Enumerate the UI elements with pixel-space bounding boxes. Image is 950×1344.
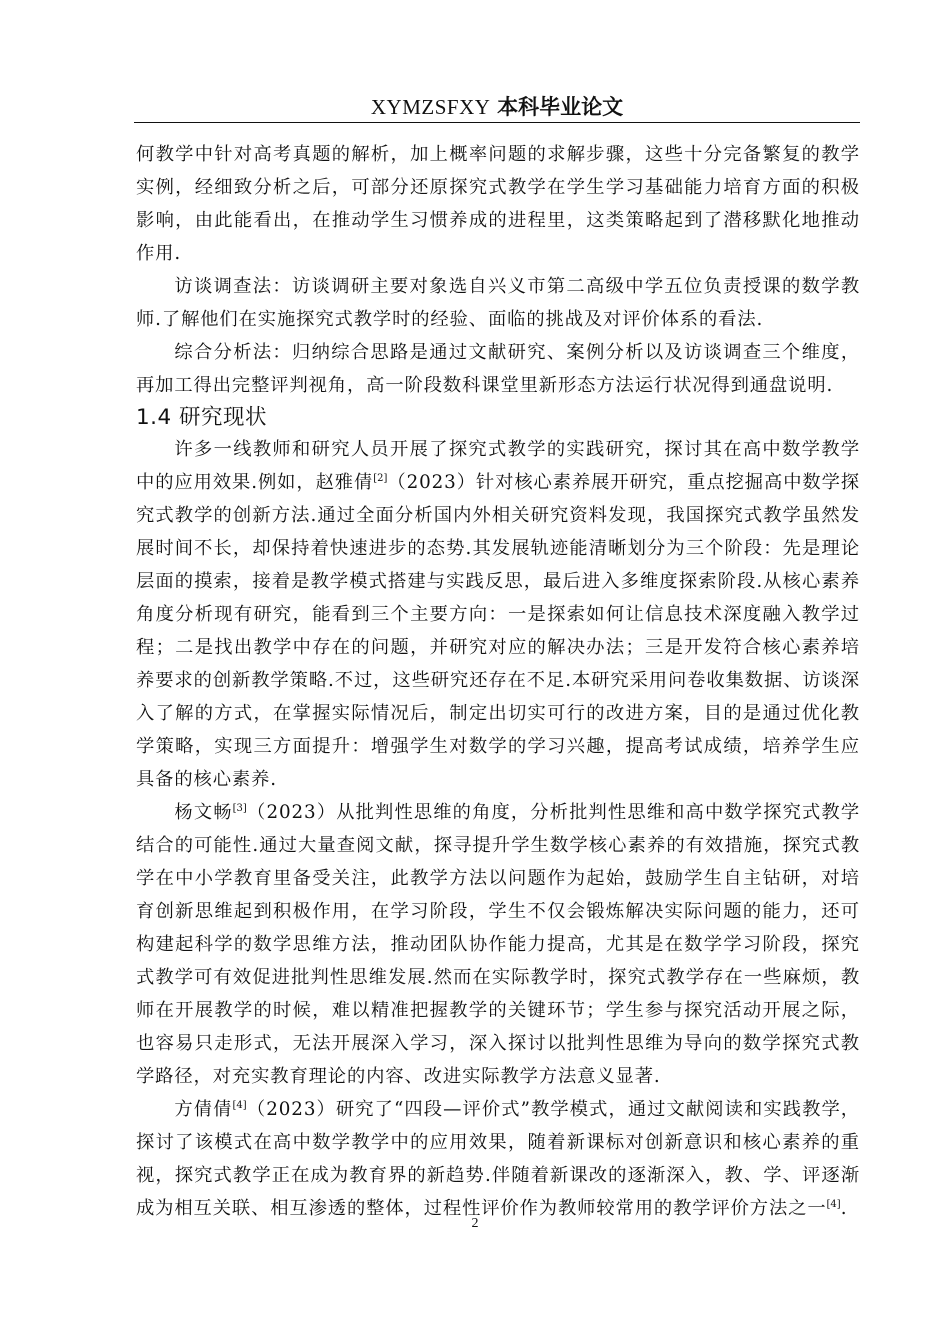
page-header [134, 92, 860, 122]
paragraph-text: （2023）从批判性思维的角度，分析批判性思维和高中数学探究式教学结合的可能性.通过大量查阅文献，探寻提升学生数学核心素养的有效措施，探究式教学在中小学教育里备受关注，此教学方法以问题作为起始，鼓励学生自主钻研，对培育创新思维起到积极作用，在学习阶段，学生不仅会锻炼解决实际问题的能力，还可构建起科学的数学思维方法，推动团队协作能力提高，尤其是在数学学习阶段，探究式教学可有效促进批判性思维发展.然而在实际教学时，探究式教学存在一些麻烦，教师在开展教学的时候，难以精准把握教学的关键环节；学生参与探究活动开展之际，也容易只走形式，无法开展深入学习，深入探讨以批判性思维为导向的数学探究式教学路径，对充实教育理论的内容、改进实际教学方法意义显著. [136, 802, 860, 1087]
header-title: 本科毕业论文 [497, 95, 624, 119]
paragraph-text: 许多一线教师和研究人员开展了探究式教学的实践研究，探讨其在高中数学教学中的应用效果.例如，赵雅倩 [136, 439, 860, 493]
citation-ref: [4] [826, 1199, 841, 1210]
paragraph-text: （2023）研究了“四段—评价式”教学模式，通过文献阅读和实践教学，探讨了该模式在高中数学教学中的应用效果，随着新课标对创新意识和核心素养的重视，探究式教学正在成为教育界的新趋势.伴随着新课改的逐渐深入，教、学、评逐渐成为相互关联、相互渗透的整体，过程性评价作为教师较常用的教学评价方法之一 [136, 1099, 860, 1219]
header-rule [134, 122, 860, 123]
header-code: XYMZSFXY [370, 95, 491, 119]
paragraph-synthesis-method: 综合分析法：归纳综合思路是通过文献研究、案例分析以及访谈调查三个维度，再加工得出完整评判视角，高一阶段数科课堂里新形态方法运行状况得到通盘说明. [136, 342, 860, 396]
section-heading: 1.4 研究现状 [136, 405, 268, 430]
paragraph-yang [136, 796, 860, 1093]
paragraph-interview-method: 访谈调查法：访谈调研主要对象选自兴义市第二高级中学五位负责授课的数学教师.了解他们在实施探究式教学时的经验、面临的挑战及对评价体系的看法. [136, 276, 860, 330]
paragraph-continued: 何教学中针对高考真题的解析，加上概率问题的求解步骤，这些十分完备繁复的教学实例，经细致分析之后，可部分还原探究式教学在学生学习基础能力培育方面的积极影响，由此能看出，在推动学生习惯养成的进程里，这类策略起到了潜移默化地推动作用. [136, 144, 860, 264]
citation-ref: [2] [373, 473, 388, 484]
citation-ref: [4] [232, 1100, 247, 1111]
paragraph-zhao [136, 433, 860, 796]
paragraph-text: 方倩倩 [174, 1099, 233, 1120]
page-number: 2 [471, 1216, 479, 1231]
page-body [136, 138, 860, 1225]
paragraph-fang [136, 1093, 860, 1225]
paragraph-text: （2023）针对核心素养展开研究，重点挖掘高中数学探究式教学的创新方法.通过全面分析国内外相关研究资料发现，我国探究式教学虽然发展时间不长，却保持着快速进步的态势.其发展轨迹能清晰划分为三个阶段：先是理论层面的摸索，接着是教学模式搭建与实践反思，最后进入多维度探索阶段.从核心素养角度分析现有研究，能看到三个主要方向：一是探索如何让信息技术深度融入教学过程；二是找出教学中存在的问题，并研究对应的解决办法；三是开发符合核心素养培养要求的创新教学策略.不过，这些研究还存在不足.本研究采用问卷收集数据、访谈深入了解的方式，在掌握实际情况后，制定出切实可行的改进方案，目的是通过优化教学策略，实现三方面提升：增强学生对数学的学习兴趣，提高考试成绩，培养学生应具备的核心素养. [136, 472, 860, 790]
citation-ref: [3] [232, 803, 247, 814]
paragraph-text: 杨文畅 [174, 802, 233, 823]
paragraph-text: . [840, 1198, 848, 1219]
